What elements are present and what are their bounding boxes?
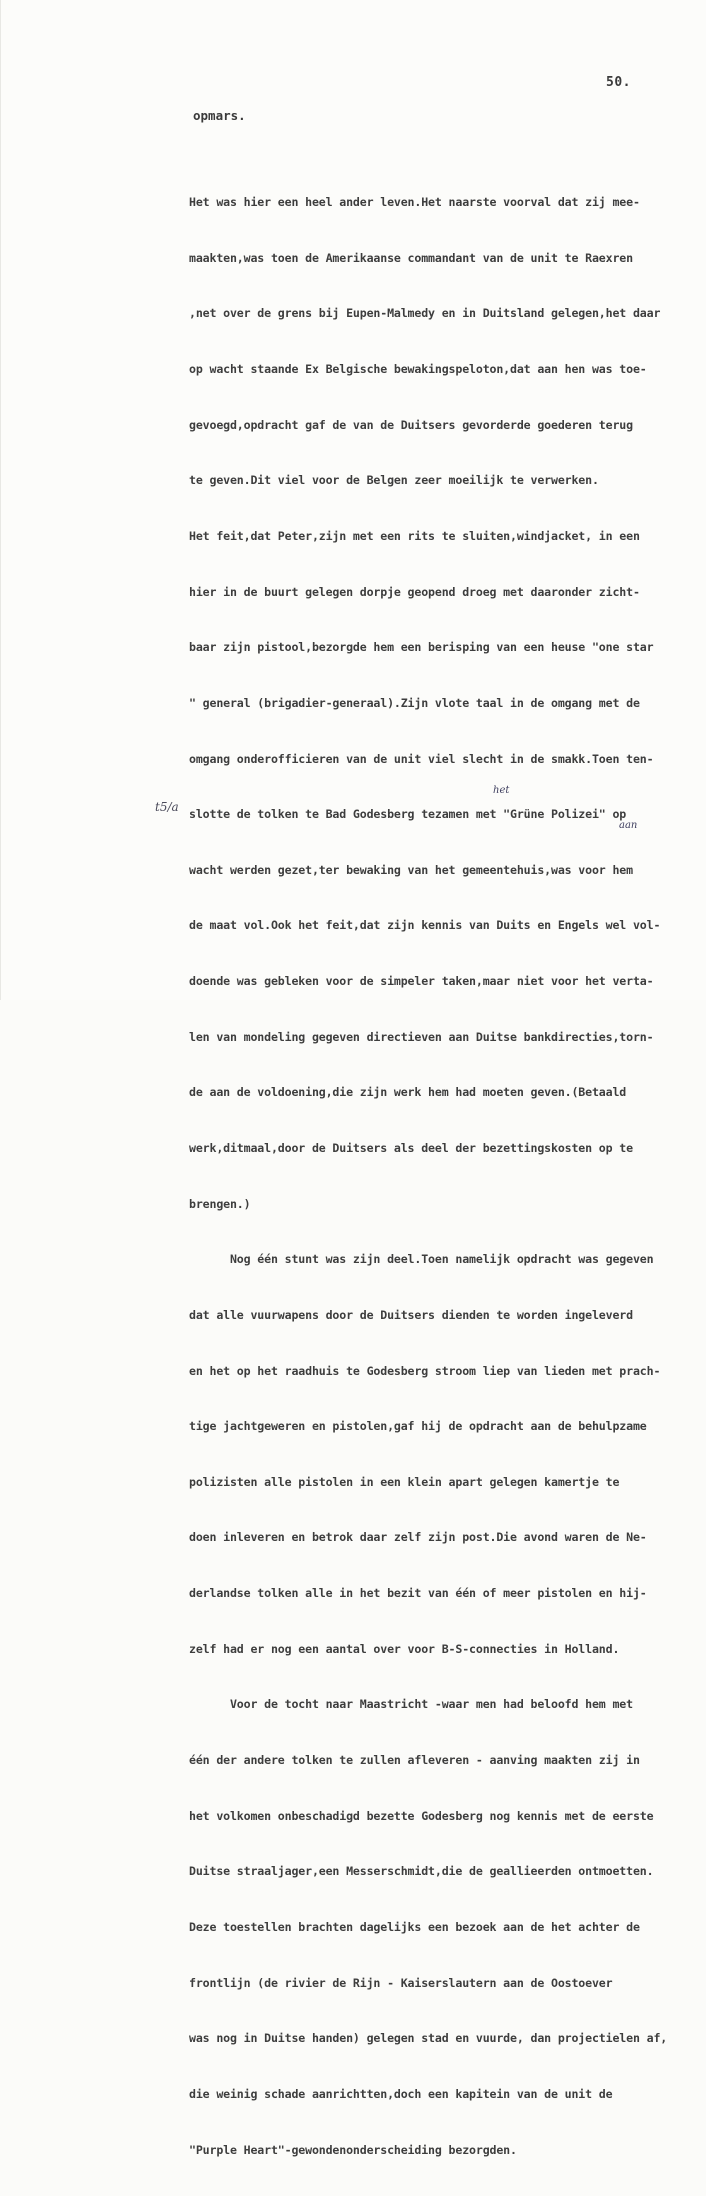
text-line: de maat vol.Ook het feit,dat zijn kennis van Duits en Engels wel vol-	[189, 918, 661, 933]
text-line: tige jachtgeweren en pistolen,gaf hij de opdracht aan de behulpzame	[189, 1419, 647, 1434]
text-line: frontlijn (de rivier de Rijn - Kaiserslautern aan de Oostoever	[189, 1975, 613, 1990]
text-line: " general (brigadier-generaal).Zijn vlote taal in de omgang met de	[189, 695, 640, 710]
text-line: te geven.Dit viel voor de Belgen zeer moeilijk te verwerken.	[189, 473, 599, 488]
text-line: polizisten alle pistolen in een klein apart gelegen kamertje te	[189, 1474, 620, 1489]
text-line: "Purple Heart"-gewondenonderscheiding bezorgden.	[189, 2142, 517, 2157]
text-line: zelf had er nog een aantal over voor B-S-connecties in Holland.	[189, 1641, 620, 1656]
text-line: ,net over de grens bij Eupen-Malmedy en in Duitsland gelegen,het daar	[189, 306, 661, 321]
text-line: doen inleveren en betrok daar zelf zijn post.Die avond waren de Ne-	[189, 1530, 647, 1545]
text-line: Voor de tocht naar Maastricht -waar men had beloofd hem met	[189, 1697, 633, 1712]
text-line: omgang onderofficieren van de unit viel slecht in de smakk.Toen ten-	[189, 751, 654, 766]
text-line: wacht werden gezet,ter bewaking van het gemeentehuis,was voor hem	[189, 862, 633, 877]
text-line: werk,ditmaal,door de Duitsers als deel der bezettingskosten op te	[189, 1140, 633, 1155]
text-line: len van mondeling gegeven directieven aan Duitse bankdirecties,torn-	[189, 1029, 654, 1044]
text-line: Nog één stunt was zijn deel.Toen namelijk opdracht was gegeven	[189, 1252, 654, 1267]
text-line: die weinig schade aanrichtten,doch een kapitein van de unit de	[189, 2086, 613, 2101]
text-line: doende was gebleken voor de simpeler taken,maar niet voor het verta-	[189, 974, 654, 989]
handwritten-correction: aan	[619, 820, 638, 831]
typed-body-text	[189, 156, 689, 2196]
text-line: hier in de buurt gelegen dorpje geopend droeg met daaronder zicht-	[189, 584, 640, 599]
text-line: baar zijn pistool,bezorgde hem een berisping van een heuse "one star	[189, 640, 654, 655]
text-line: slotte de tolken te Bad Godesberg tezamen met "Grüne Polizei" op	[189, 807, 627, 822]
handwritten-correction: het	[493, 785, 510, 796]
text-line: de aan de voldoening,die zijn werk hem had moeten geven.(Betaald	[189, 1085, 627, 1100]
text-line: en het op het raadhuis te Godesberg stroom liep van lieden met prach-	[189, 1363, 661, 1378]
page-number: 50.	[606, 75, 631, 90]
text-line: dat alle vuurwapens door de Duitsers dienden te worden ingeleverd	[189, 1307, 633, 1322]
text-line: derlandse tolken alle in het bezit van één of meer pistolen en hij-	[189, 1586, 647, 1601]
margin-annotation: t5/a	[155, 800, 179, 814]
text-line: gevoegd,opdracht gaf de van de Duitsers gevorderde goederen terug	[189, 417, 633, 432]
text-line: Het feit,dat Peter,zijn met een rits te sluiten,windjacket, in een	[189, 528, 640, 543]
text-line: één der andere tolken te zullen afleveren - aanving maakten zij in	[189, 1753, 640, 1768]
text-line: het volkomen onbeschadigd bezette Godesberg nog kennis met de eerste	[189, 1808, 654, 1823]
text-line: op wacht staande Ex Belgische bewakingspeloton,dat aan hen was toe-	[189, 362, 647, 377]
text-line: was nog in Duitse handen) gelegen stad en vuurde, dan projectielen af,	[189, 2031, 668, 2046]
section-heading: opmars.	[193, 108, 246, 123]
text-line: Het was hier een heel ander leven.Het naarste voorval dat zij mee-	[189, 195, 640, 210]
text-line: Deze toestellen brachten dagelijks een bezoek aan de het achter de	[189, 1919, 640, 1934]
text-line: brengen.)	[189, 1196, 251, 1211]
text-line: maakten,was toen de Amerikaanse commandant van de unit te Raexren	[189, 250, 633, 265]
text-line: Duitse straaljager,een Messerschmidt,die de geallieerden ontmoetten.	[189, 1864, 654, 1879]
